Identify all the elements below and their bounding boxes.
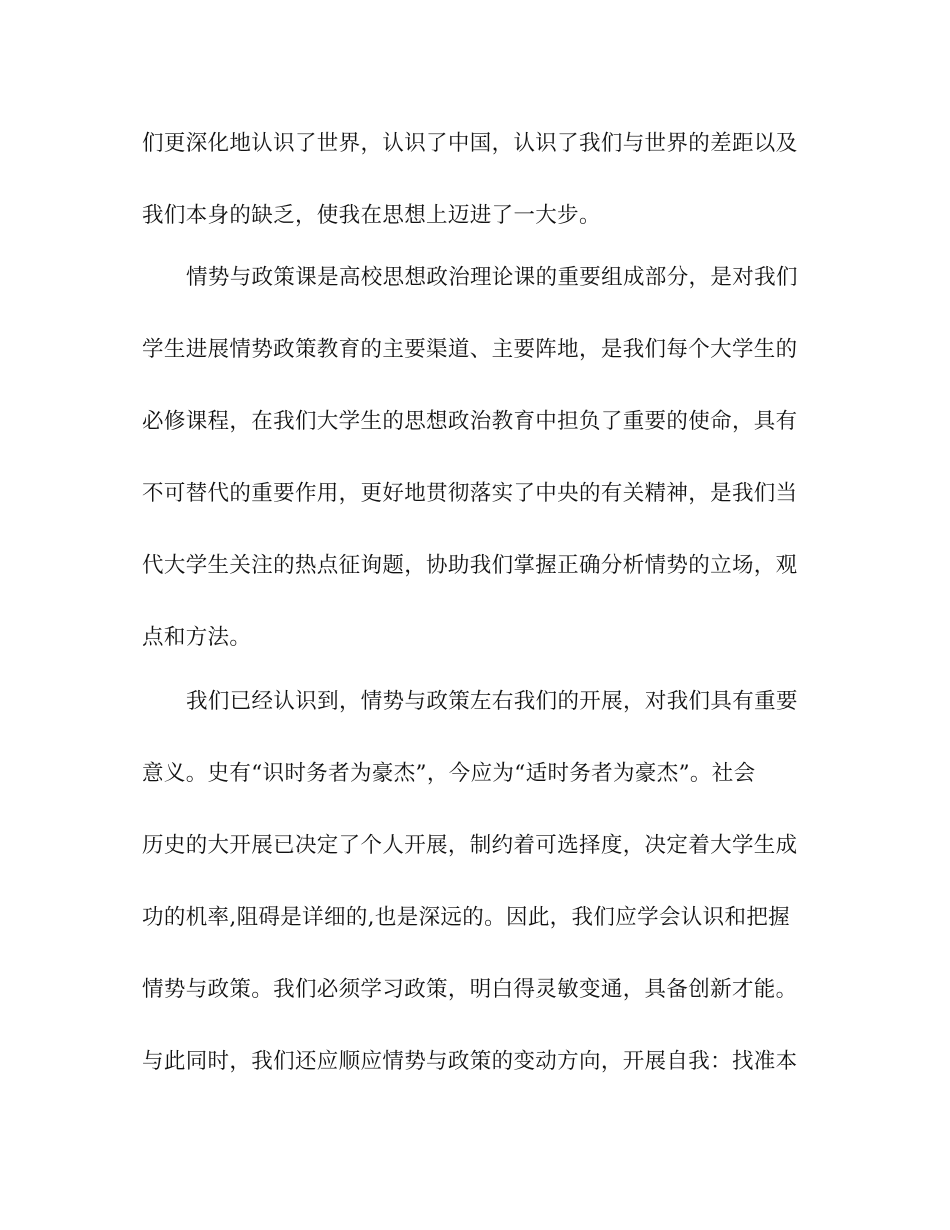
text-line: 情势与政策。我们必须学习政策，明白得灵敏变通，具备创新才能。 [142,977,798,1002]
text-line: 学生进展情势政策教育的主要渠道、主要阵地，是我们每个大学生的 [142,337,798,362]
text-line: 不可替代的重要作用，更好地贯彻落实了中央的有关精神，是我们当 [142,481,798,506]
text-line: 点和方法。 [142,625,252,650]
text-line: 代大学生关注的热点征询题，协助我们掌握正确分析情势的立场，观 [142,553,798,578]
paragraph-first-line: 我们已经认识到，情势与政策左右我们的开展，对我们具有重要 [186,689,798,714]
text-line: 历史的大开展已决定了个人开展，制约着可选择度，决定着大学生成 [142,833,798,858]
text-line: 必修课程，在我们大学生的思想政治教育中担负了重要的使命，具有 [142,409,798,434]
text-line: 与此同时，我们还应顺应情势与政策的变动方向，开展自我：找准本 [142,1049,798,1074]
text-line: 们更深化地认识了世界，认识了中国，认识了我们与世界的差距以及 [142,131,798,156]
text-line: 意义。史有“识时务者为豪杰”，今应为“适时务者为豪杰”。社会 [142,761,756,786]
text-line: 功的机率,阻碍是详细的,也是深远的。因此，我们应学会认识和把握 [142,905,791,930]
paragraph-first-line: 情势与政策课是高校思想政治理论课的重要组成部分，是对我们 [186,265,798,290]
text-line: 我们本身的缺乏，使我在思想上迈进了一大步。 [142,203,601,228]
